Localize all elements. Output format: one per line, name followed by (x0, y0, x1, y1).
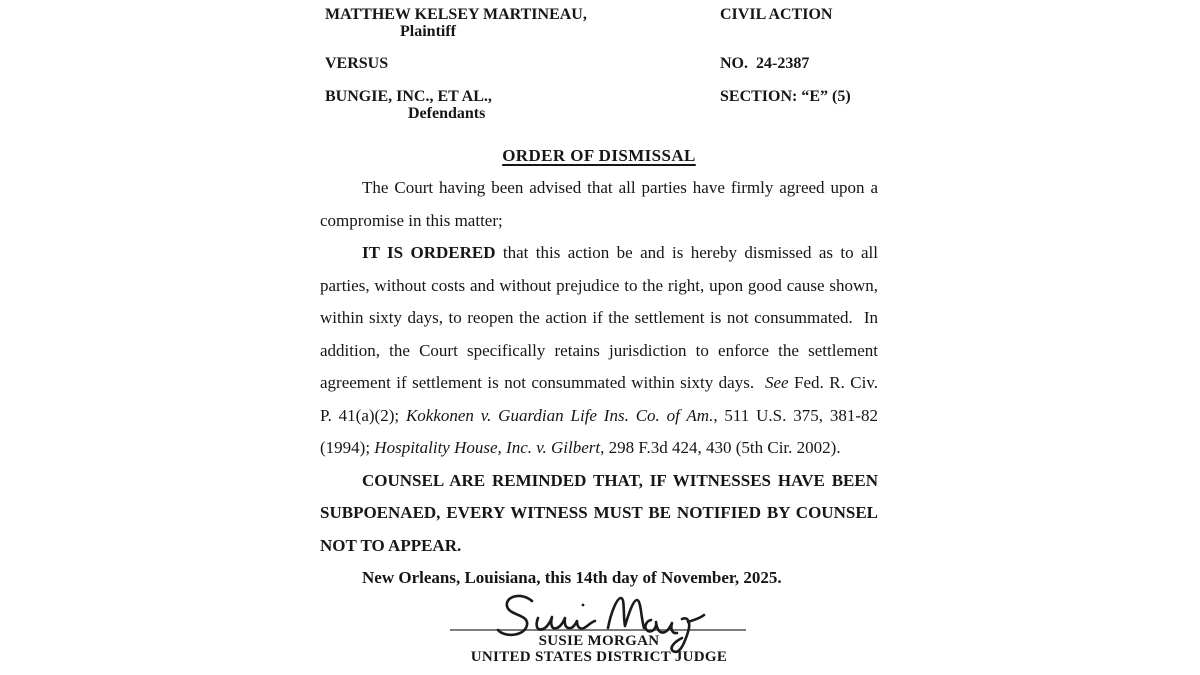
order-title (320, 146, 878, 166)
text-run: Kokkonen v. Guardian Life Ins. Co. of Am. (405, 405, 714, 425)
versus-label: VERSUS (325, 55, 389, 72)
text-run: IT IS ORDERED (362, 243, 496, 262)
defendant-name: BUNGIE, INC., ET AL., (325, 88, 492, 105)
text-run: that this action be and is hereby dismissed as to all parties, without costs and without prejudice to the right, upon good cause shown, within sixty days, to reopen the action if the settlement is not consummated. In addition, the Court specifically retains jurisdiction to enforce the settlement agreement if settlement is not consummated within sixty days. (320, 243, 878, 392)
order-paragraph (320, 172, 878, 237)
text-run: Fed. R. Civ. P. 41(a)(2); (320, 373, 879, 425)
order-paragraph (320, 237, 878, 465)
judge-printed-name: SUSIE MORGAN (538, 633, 660, 649)
case-number: NO. 24-2387 (720, 55, 810, 72)
order-title-text: ORDER OF DISMISSAL (502, 146, 696, 165)
order-paragraph (320, 562, 878, 595)
text-run: Hospitality House, Inc. v. Gilbert (374, 438, 601, 457)
judge-title: UNITED STATES DISTRICT JUDGE (470, 649, 728, 665)
defendant-role: Defendants (408, 105, 486, 122)
text-run: The Court having been advised that all parties have firmly agreed upon a compromise in this matter; (320, 178, 878, 230)
text-run: COUNSEL ARE REMINDED THAT, IF WITNESSES HAVE BEEN SUBPOENAED, EVERY WITNESS MUST BE NOTIFIED BY COUNSEL NOT TO APPEAR. (320, 470, 878, 555)
text-run: , 511 U.S. 375, 381-82 (1994); (320, 405, 879, 457)
plaintiff-name: MATTHEW KELSEY MARTINEAU, (325, 6, 587, 23)
text-run: See (765, 373, 789, 392)
text-run: New Orleans, Louisiana, this 14th day of November, 2025. (362, 568, 782, 587)
section-label: SECTION: “E” (5) (720, 88, 851, 105)
order-body (320, 172, 878, 595)
civil-action-label: CIVIL ACTION (720, 6, 833, 23)
plaintiff-role: Plaintiff (400, 23, 456, 40)
order-paragraph (320, 465, 878, 563)
text-run: , 298 F.3d 424, 430 (5th Cir. 2002). (600, 438, 841, 457)
